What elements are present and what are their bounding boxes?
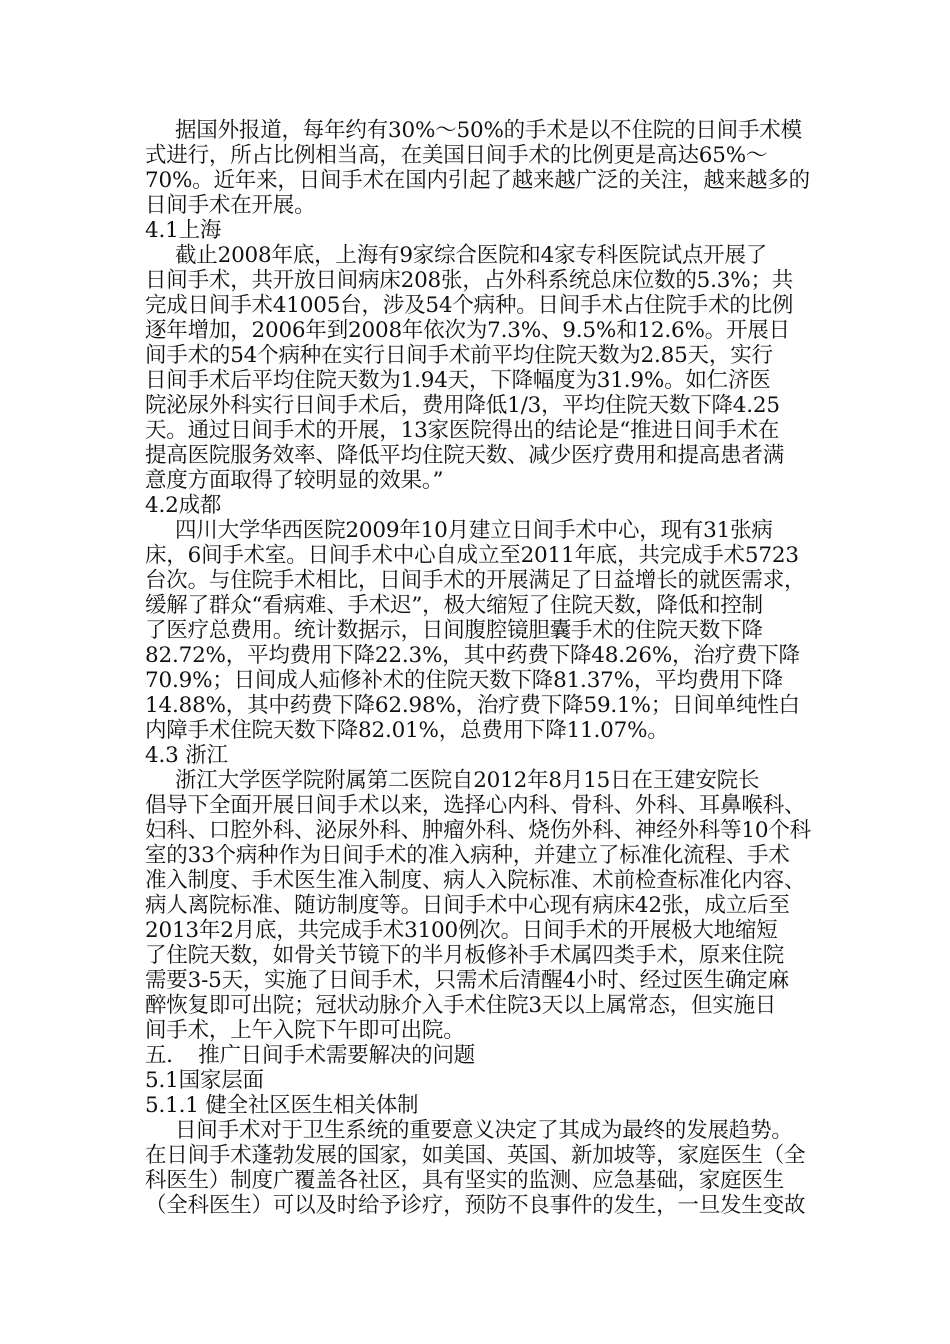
text-line: 82.72%，平均费用下降22.3%，其中药费下降48.26%，治疗费下降 — [145, 643, 800, 668]
text-line: 截止2008年底，上海有9家综合医院和4家专科医院试点开展了 — [175, 243, 768, 268]
text-line: 床，6间手术室。日间手术中心自成立至2011年底，共完成手术5723 — [145, 543, 799, 568]
text-line: 70.9%；日间成人疝修补术的住院天数下降81.37%，平均费用下降 — [145, 668, 783, 693]
text-line: 5.1国家层面 — [145, 1068, 264, 1093]
text-line: 需要3-5天，实施了日间手术，只需术后清醒4小时、经过医生确定麻 — [145, 968, 789, 993]
text-line: 完成日间手术41005台，涉及54个病种。日间手术占住院手术的比例 — [145, 293, 794, 318]
text-line: （全科医生）可以及时给予诊疗，预防不良事件的发生，一旦发生变故 — [145, 1193, 806, 1218]
text-line: 在日间手术蓬勃发展的国家，如美国、英国、新加坡等，家庭医生（全 — [145, 1143, 806, 1168]
text-line: 日间手术后平均住院天数为1.94天，下降幅度为31.9%。如仁济医 — [145, 368, 771, 393]
text-line: 4.1上海 — [145, 218, 222, 243]
text-line: 70%。近年来，日间手术在国内引起了越来越广泛的关注，越来越多的 — [145, 168, 810, 193]
text-line: 倡导下全面开展日间手术以来，选择心内科、骨科、外科、耳鼻喉科、 — [145, 793, 806, 818]
text-line: 间手术的54个病种在实行日间手术前平均住院天数为2.85天，实行 — [145, 343, 773, 368]
text-line: 浙江大学医学院附属第二医院自2012年8月15日在王建安院长 — [175, 768, 760, 793]
text-line: 4.3 浙江 — [145, 743, 228, 768]
text-line: 院泌尿外科实行日间手术后，费用降低1/3，平均住院天数下降4.25 — [145, 393, 780, 418]
text-line: 台次。与住院手术相比，日间手术的开展满足了日益增长的就医需求， — [145, 568, 806, 593]
text-line: 五． 推广日间手术需要解决的问题 — [145, 1043, 476, 1068]
text-line: 了医疗总费用。统计数据示，日间腹腔镜胆囊手术的住院天数下降 — [145, 618, 763, 643]
text-line: 2013年2月底，共完成手术3100例次。日间手术的开展极大地缩短 — [145, 918, 778, 943]
text-line: 醉恢复即可出院；冠状动脉介入手术住院3天以上属常态，但实施日 — [145, 993, 777, 1018]
text-line: 了住院天数，如骨关节镜下的半月板修补手术属四类手术，原来住院 — [145, 943, 785, 968]
text-line: 据国外报道，每年约有30%～50%的手术是以不住院的日间手术模 — [175, 118, 802, 143]
text-line: 日间手术，共开放日间病床208张，占外科系统总床位数的5.3%；共 — [145, 268, 794, 293]
text-line: 式进行，所占比例相当高，在美国日间手术的比例更是高达65%～ — [145, 143, 768, 168]
text-line: 室的33个病种作为日间手术的准入病种，并建立了标准化流程、手术 — [145, 843, 790, 868]
text-line: 4.2成都 — [145, 493, 222, 518]
text-line: 妇科、口腔外科、泌尿外科、肿瘤外科、烧伤外科、神经外科等10个科 — [145, 818, 811, 843]
text-line: 日间手术在开展。 — [145, 193, 316, 218]
text-line: 准入制度、手术医生准入制度、病人入院标准、术前检查标准化内容、 — [145, 868, 806, 893]
text-line: 四川大学华西医院2009年10月建立日间手术中心，现有31张病 — [175, 518, 773, 543]
text-line: 病人离院标准、随访制度等。日间手术中心现有病床42张，成立后至 — [145, 893, 790, 918]
text-line: 日间手术对于卫生系统的重要意义决定了其成为最终的发展趋势。 — [175, 1118, 793, 1143]
text-line: 天。通过日间手术的开展，13家医院得出的结论是“推进日间手术在 — [145, 418, 780, 443]
text-line: 科医生）制度广覆盖各社区，具有坚实的监测、应急基础，家庭医生 — [145, 1168, 785, 1193]
text-line: 提高医院服务效率、降低平均住院天数、减少医疗费用和提高患者满 — [145, 443, 785, 468]
text-line: 逐年增加，2006年到2008年依次为7.3%、9.5%和12.6%。开展日 — [145, 318, 790, 343]
text-line: 14.88%，其中药费下降62.98%，治疗费下降59.1%；日间单纯性白 — [145, 693, 800, 718]
text-line: 间手术，上午入院下午即可出院。 — [145, 1018, 465, 1043]
document-page — [145, 118, 810, 1218]
text-line: 意度方面取得了较明显的效果。” — [145, 468, 444, 493]
text-line: 内障手术住院天数下降82.01%，总费用下降11.07%。 — [145, 718, 669, 743]
text-line: 缓解了群众“看病难、手术迟”，极大缩短了住院天数，降低和控制 — [145, 593, 763, 618]
text-line: 5.1.1 健全社区医生相关体制 — [145, 1093, 419, 1118]
